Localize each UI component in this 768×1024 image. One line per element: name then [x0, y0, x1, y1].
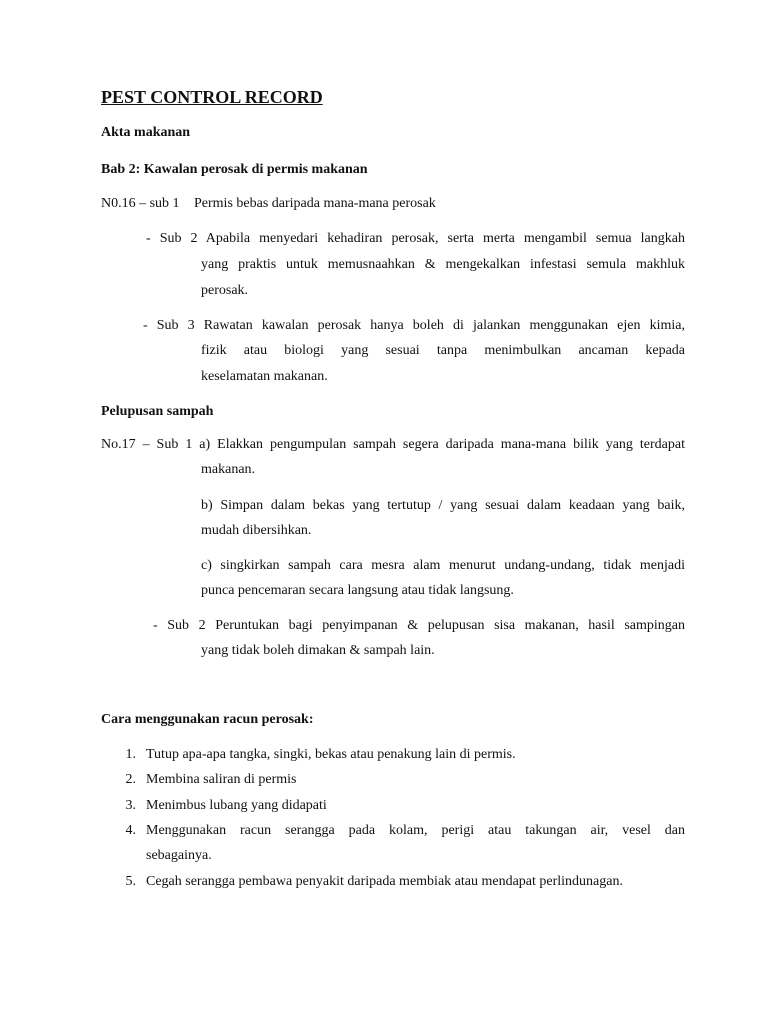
n017-line-b1: b) Simpan dalam bekas yang tertutup / yang sesuai dalam keadaan yang baik, [201, 498, 685, 513]
list-item-text: Cegah serangga pembawa penyakit daripada membiak atau mendapat perlindunagan. [146, 874, 623, 889]
chapter-heading: Bab 2: Kawalan perosak di permis makanan [101, 162, 368, 177]
n017-line-a2: makanan. [201, 462, 256, 477]
n016-prefix: N0.16 – sub 1 [101, 196, 180, 211]
list-item-text: Menimbus lubang yang didapati [146, 798, 327, 813]
n017-line-c1: c) singkirkan sampah cara mesra alam menurut undang-undang, tidak menjadi [201, 558, 685, 573]
list-item-number: 4. [125, 823, 136, 838]
section-heading-waste: Pelupusan sampah [101, 404, 214, 419]
n016-sub2-line1: - Sub 2 Apabila menyedari kehadiran perosak, serta merta mengambil semua langkah [146, 231, 685, 246]
list-item-number: 3. [125, 798, 136, 813]
n017-sub2-line1: - Sub 2 Peruntukan bagi penyimpanan & pelupusan sisa makanan, hasil sampingan [153, 618, 685, 633]
list-item-text: Menggunakan racun serangga pada kolam, perigi atau takungan air, vesel dan [146, 823, 685, 838]
section-heading-poison: Cara menggunakan racun perosak: [101, 712, 314, 727]
page-title: PEST CONTROL RECORD [101, 87, 323, 107]
n016-text: Permis bebas daripada mana-mana perosak [194, 196, 436, 211]
list-item-text: Membina saliran di permis [146, 772, 297, 787]
list-item-number: 2. [125, 772, 136, 787]
n016-sub3-line3: keselamatan makanan. [201, 369, 328, 384]
n017-sub2-line2: yang tidak boleh dimakan & sampah lain. [201, 643, 435, 658]
n017-line-a1: No.17 – Sub 1 a) Elakkan pengumpulan sampah segera daripada mana-mana bilik yang terdapat [101, 437, 685, 452]
n016-sub3-line2: fizik atau biologi yang sesuai tanpa menimbulkan ancaman kepada [201, 343, 685, 358]
list-item-text: Tutup apa-apa tangka, singki, bekas atau penakung lain di permis. [146, 747, 516, 762]
list-item-text-continued: sebagainya. [146, 848, 212, 863]
list-item-number: 5. [125, 874, 136, 889]
n016-sub3-line1: - Sub 3 Rawatan kawalan perosak hanya boleh di jalankan menggunakan ejen kimia, [143, 318, 685, 333]
n016-sub2-line2: yang praktis untuk memusnaahkan & mengekalkan infestasi semula makhluk [201, 257, 685, 272]
section-heading-act: Akta makanan [101, 125, 191, 140]
n017-line-c2: punca pencemaran secara langsung atau tidak langsung. [201, 583, 514, 598]
n017-line-b2: mudah dibersihkan. [201, 523, 312, 538]
n016-sub2-line3: perosak. [201, 283, 249, 298]
list-item-number: 1. [125, 747, 136, 762]
